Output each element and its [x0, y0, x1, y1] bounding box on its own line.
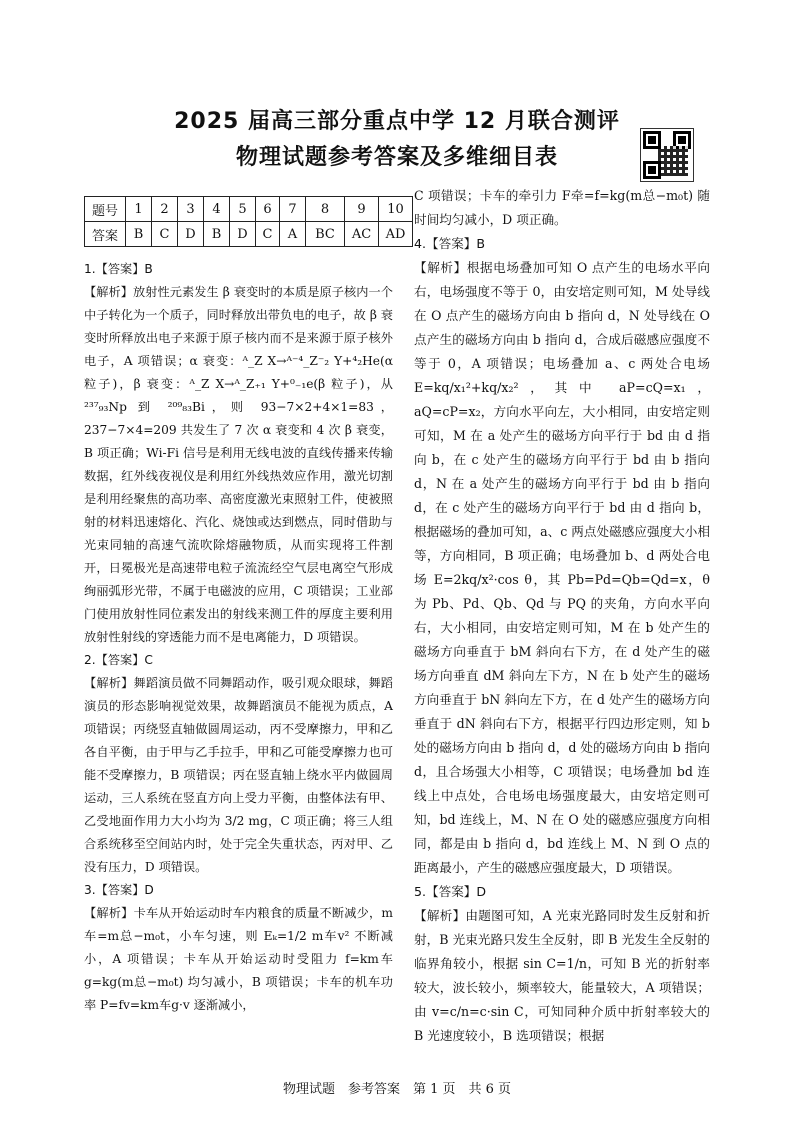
analysis-paragraph-1: 【解析】放射性元素发生 β 衰变时的本质是原子核内一个中子转化为一个质子，同时释放出带负电的电子，故 β 衰变时所释放出电子来源于原子核内而不是来源于原子核外电子，A 项错误；α 衰变：ᴬ_Z X→ᴬ⁻⁴_Z⁻₂ Y+⁴₂He(α 粒子)，β 衰变：ᴬ_Z X→ᴬ_Z₊₁ Y+⁰₋₁e(β 粒子)，从 ²³⁷₉₃Np 到 ²⁰⁹₈₃Bi，则 93−7×2+4×1=83，237−7×4=209 共发生了 7 次 α 衰变和 4 次 β 衰变，B 项正确；Wi-Fi 信号是利用无线电波的直线传播来传输数据，红外线夜视仪是利用红外线热效应作用，激光切割是利用经聚焦的高功率、高密度激光束照射工件，使被照射的材料迅速熔化、汽化、烧蚀或达到燃点，同时借助与光束同轴的高速气流吹除熔融物质，从而实现将工件割开，日冕极光是高速带电粒子流流经空气层电离空气形成绚丽弧形光带，不属于电磁波的应用，C 项错误；工业部门使用放射性同位素发出的射线来测工件的厚度主要利用放射性射线的穿透能力而不是电离能力，D 项错误。: [84, 285, 393, 644]
right-column: [414, 184, 710, 1048]
qr-code-icon: [640, 128, 694, 182]
table-cell: B: [204, 222, 230, 247]
analysis-paragraph-5: 【解析】由题图可知，A 光束光路同时发生反射和折射，B 光束光路只发生全反射，即 B 光发生全反射的临界角较小，根据 sin C=1/n，可知 B 光的折射率较大，波长较小，频率较大，能量较大，A 项错误；由 v=c/n=c·sin C，可知同种介质中折射率较大的 B 光速度较小，B 选项错误；根据: [414, 908, 710, 1043]
analysis-paragraph-4: 【解析】根据电场叠加可知 O 点产生的电场水平向右，电场强度不等于 0，由安培定则可知，M 处导线在 O 点产生的磁场方向由 b 指向 d，N 处导线在 O 点产生的磁场方向由 b 指向 d，合成后磁感应强度不等于 0，A 项错误；电场叠加 a、c 两处合电场 E=kq/x₁²+kq/x₂²，其中 aP=cQ=x₁，aQ=cP=x₂，方向水平向左，大小相同，由安培定则可知，M 在 a 处产生的磁场方向平行于 bd 由 d 指向 b，在 c 处产生的磁场方向平行于 bd 由 b 指向 d，N 在 a 处产生的磁场方向平行于 bd 由 b 指向 d，在 c 处产生的磁场方向平行于 bd 由 d 指向 b，根据磁场的叠加可知，a、c 两点处磁感应强度大小相等，方向相同，B 项正确；电场叠加 b、d 两处合电场 E=2kq/x²·cos θ，其 Pb=Pd=Qb=Qd=x，θ 为 Pb、Pd、Qb、Qd 与 PQ 的夹角，方向水平向右，大小相同，由安培定则可知，M 在 b 处产生的磁场方向垂直于 bM 斜向右下方，在 d 处产生的磁场方向垂直 dM 斜向左下方，N 在 b 处产生的磁场方向垂直于 bN 斜向左下方，在 d 处产生的磁场方向垂直于 dN 斜向右下方，根据平行四边形定则，知 b 处的磁场方向由 b 指向 d，d 处的磁场方向由 b 指向 d，且合场强大小相等，C 项错误；电场叠加 bd 连线上中点处，合电场电场强度最大，由安培定则可知，bd 连线上，M、N 在 O 处的磁感应强度方向相同，都是由 b 指向 d，bd 连线上 M、N 到 O 点的距离最小，产生的磁感应强度最大，D 项错误。: [414, 260, 710, 875]
table-cell: 6: [256, 197, 280, 222]
analysis-paragraph-3-cont: C 项错误；卡车的牵引力 F牵=f=kg(m总−m₀t) 随时间均匀减小，D 项正确。: [414, 188, 710, 227]
table-cell: 7: [280, 197, 306, 222]
table-cell: 10: [379, 197, 413, 222]
analysis-paragraph-2: 【解析】舞蹈演员做不同舞蹈动作，吸引观众眼球，舞蹈演员的形态影响视觉效果，故舞蹈演员不能视为质点，A 项错误；丙绕竖直轴做圆周运动，丙不受摩擦力，甲和乙各自平衡，由于甲与乙手拉手，甲和乙可能受摩擦力也可能不受摩擦力，B 项错误；丙在竖直轴上绕水平内做圆周运动，三人系统在竖直方向上受力平衡，由整体法有甲、乙受地面作用力大小均为 3/2 mg，C 项正确；将三人组合系统移至空间站内时，处于完全失重状态，丙对甲、乙没有压力，D 项错误。: [84, 676, 393, 874]
table-cell: A: [280, 222, 306, 247]
table-cell: 1: [126, 197, 152, 222]
page-title: 2025 届高三部分重点中学 12 月联合测评: [174, 109, 620, 134]
table-cell: 3: [178, 197, 204, 222]
table-cell: 4: [204, 197, 230, 222]
table-cell: B: [126, 222, 152, 247]
answer-table-number-row: [85, 197, 413, 222]
table-cell: D: [178, 222, 204, 247]
table-cell: 2: [152, 197, 178, 222]
answer-table: [84, 196, 413, 247]
left-column: [84, 258, 393, 1017]
table-cell: 9: [345, 197, 379, 222]
table-header-cell: 题号: [85, 197, 126, 222]
answer-heading-4: 4.【答案】B: [414, 236, 486, 251]
answer-heading-1: 1.【答案】B: [84, 262, 153, 276]
table-cell: AD: [379, 222, 413, 247]
table-cell: D: [230, 222, 256, 247]
answer-heading-3: 3.【答案】D: [84, 883, 154, 897]
table-header-cell: 答案: [85, 222, 126, 247]
answer-heading-5: 5.【答案】D: [414, 884, 487, 899]
table-cell: C: [152, 222, 178, 247]
table-cell: 5: [230, 197, 256, 222]
table-cell: BC: [306, 222, 345, 247]
page-footer: 物理试题 参考答案 第 1 页 共 6 页: [282, 1082, 512, 1097]
analysis-paragraph-3: 【解析】卡车从开始运动时车内粮食的质量不断减少，m车=m总−m₀t，小车匀速，则 Eₖ=1/2 m车v² 不断减小，A 项错误；卡车从开始运动时受阻力 f=km车g=kg(m总−m₀t) 均匀减小，B 项错误；卡车的机车功率 P=fv=km车g·v 逐渐减小，: [84, 906, 393, 1012]
table-cell: AC: [345, 222, 379, 247]
answer-heading-2: 2.【答案】C: [84, 653, 153, 667]
table-cell: 8: [306, 197, 345, 222]
page-subtitle: 物理试题参考答案及多维细目表: [235, 145, 558, 170]
answer-table-answer-row: [85, 222, 413, 247]
table-cell: C: [256, 222, 280, 247]
